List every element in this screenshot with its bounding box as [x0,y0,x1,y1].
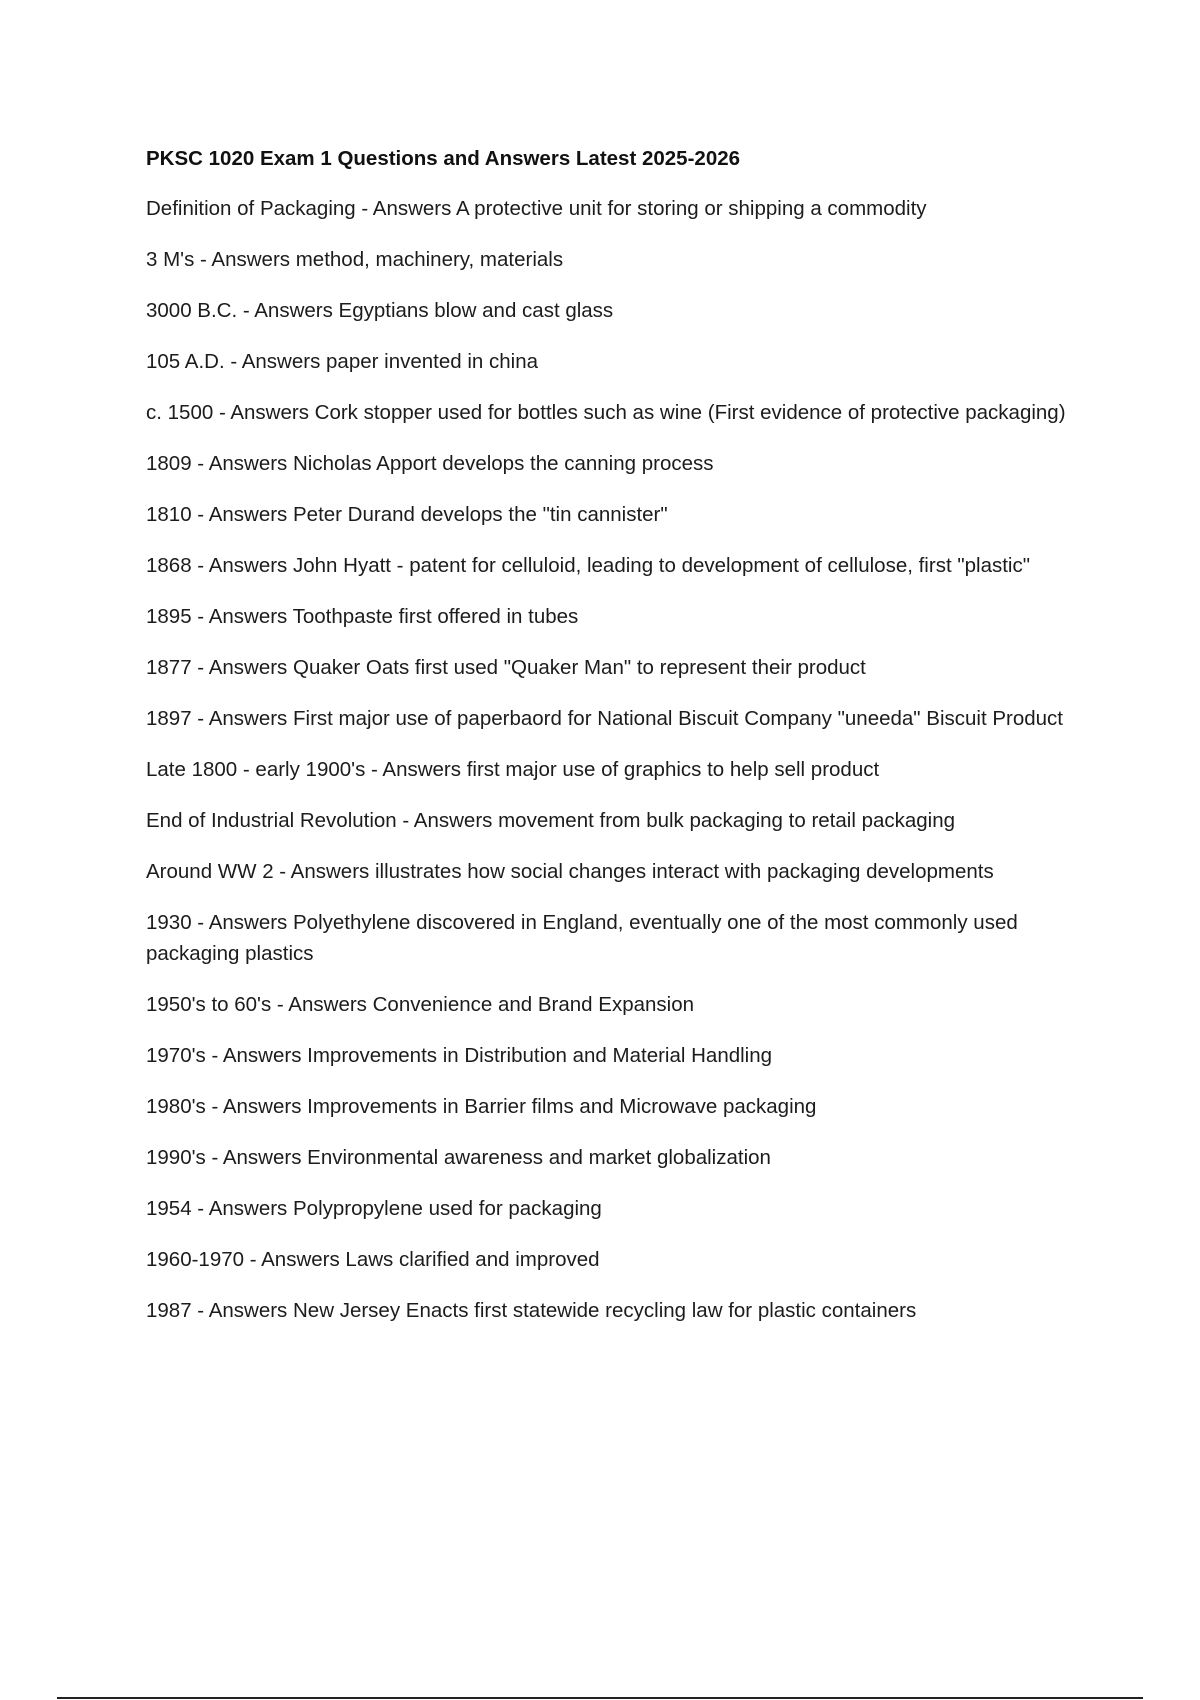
footer-divider [57,1697,1143,1699]
qa-item: 3000 B.C. - Answers Egyptians blow and cast glass [146,299,614,322]
qa-item: 1990's - Answers Environmental awareness and market globalization [146,1146,771,1169]
qa-item: 1960-1970 - Answers Laws clarified and improved [146,1248,600,1271]
qa-list [146,193,1096,1326]
qa-item: Definition of Packaging - Answers A protective unit for storing or shipping a commodity [146,197,927,220]
qa-item: 1970's - Answers Improvements in Distribution and Material Handling [146,1044,773,1067]
document-title: PKSC 1020 Exam 1 Questions and Answers Latest 2025-2026 [146,147,741,170]
qa-item: 1868 - Answers John Hyatt - patent for celluloid, leading to development of cellulose, first "plastic" [146,554,1030,577]
qa-item: 1809 - Answers Nicholas Apport develops the canning process [146,452,714,475]
qa-item: End of Industrial Revolution - Answers movement from bulk packaging to retail packaging [146,809,956,832]
qa-item: 3 M's - Answers method, machinery, materials [146,248,564,271]
qa-item: Around WW 2 - Answers illustrates how social changes interact with packaging developments [146,860,994,883]
qa-item: 1987 - Answers New Jersey Enacts first statewide recycling law for plastic containers [146,1299,917,1322]
qa-item: 1877 - Answers Quaker Oats first used "Quaker Man" to represent their product [146,656,866,679]
document-content [146,144,1096,1346]
qa-item: 1897 - Answers First major use of paperbaord for National Biscuit Company "uneeda" Biscuit Product [146,707,1064,730]
qa-item: 1930 - Answers Polyethylene discovered in England, eventually one of the most commonly used packaging plastics [146,911,1018,965]
qa-item: 105 A.D. - Answers paper invented in china [146,350,539,373]
qa-item: 1954 - Answers Polypropylene used for packaging [146,1197,602,1220]
qa-item: c. 1500 - Answers Cork stopper used for bottles such as wine (First evidence of protective packaging) [146,401,1066,424]
qa-item: 1810 - Answers Peter Durand develops the "tin cannister" [146,503,668,526]
qa-item: 1980's - Answers Improvements in Barrier films and Microwave packaging [146,1095,817,1118]
qa-item: 1895 - Answers Toothpaste first offered in tubes [146,605,579,628]
qa-item: Late 1800 - early 1900's - Answers first major use of graphics to help sell product [146,758,880,781]
qa-item: 1950's to 60's - Answers Convenience and Brand Expansion [146,993,695,1016]
